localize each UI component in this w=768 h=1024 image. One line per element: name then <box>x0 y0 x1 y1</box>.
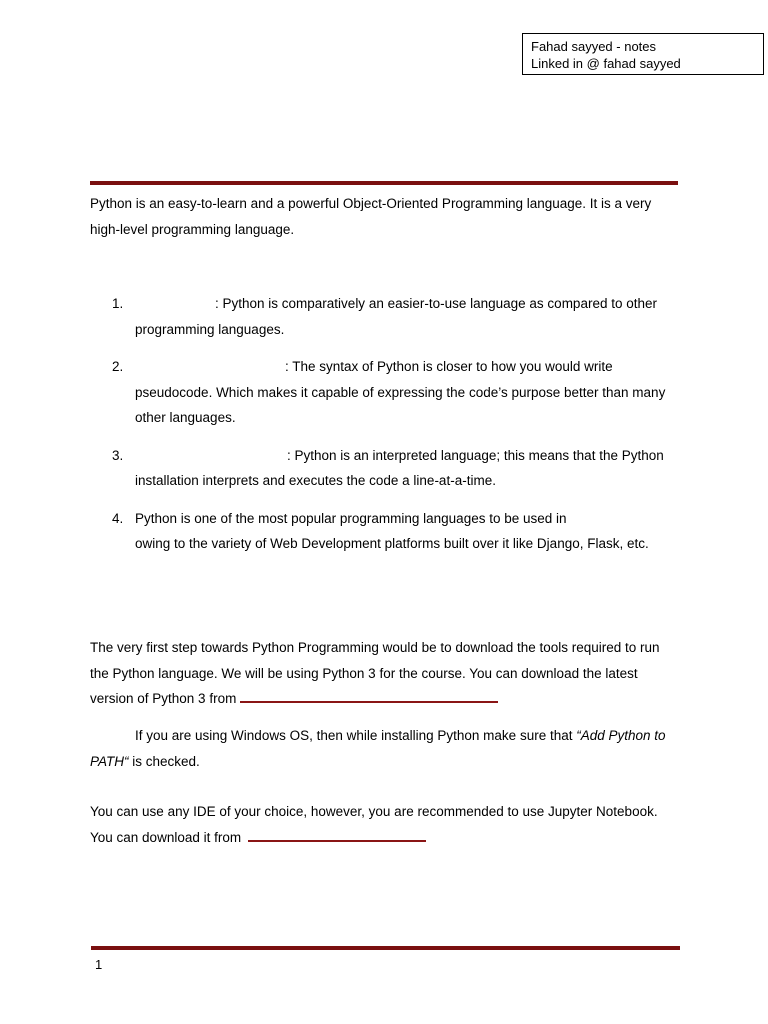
list-text: : The syntax of Python is closer to how you would write pseudocode. Which makes it capable of expressing the code’s purpose better than many other languages. <box>135 359 666 425</box>
list-text: : Python is an interpreted language; this means that the Python installation interprets and executes the code a line-at-a-time. <box>135 447 664 488</box>
setup-paragraph <box>90 635 670 712</box>
list-text: : Python is comparatively an easier-to-use language as compared to other programming languages. <box>135 296 657 337</box>
setup-text: The very first step towards Python Programming would be to download the tools required to run the Python language. We will be using Python 3 for the course. You can download the latest version of Python 3 from <box>90 640 660 706</box>
list-number: 3. <box>112 447 124 463</box>
bottom-divider <box>91 946 680 950</box>
list-item <box>90 443 680 494</box>
ide-paragraph <box>90 799 670 850</box>
features-list <box>90 291 680 569</box>
jupyter-download-link[interactable] <box>248 828 426 842</box>
ide-text: You can use any IDE of your choice, however, you are recommended to use Jupyter Notebook. You can download it from <box>90 804 658 845</box>
windows-text: If you are using Windows OS, then while installing Python make sure that <box>135 728 573 743</box>
list-item <box>90 506 680 557</box>
list-text: Python is one of the most popular programming languages to be used in <box>135 510 567 526</box>
list-number: 4. <box>112 510 124 526</box>
list-number: 1. <box>112 296 124 311</box>
page-number: 1 <box>95 957 103 972</box>
list-item <box>90 354 680 431</box>
windows-note <box>90 723 670 774</box>
author-box <box>522 33 764 75</box>
add-to-path-emphasis: “Add Python to PATH“ <box>90 728 666 769</box>
intro-paragraph: Python is an easy-to-learn and a powerful Object-Oriented Programming language. It is a very high-level programming language. <box>90 196 652 237</box>
author-name: Fahad sayyed - notes <box>531 39 657 54</box>
windows-text-end: is checked. <box>132 753 200 769</box>
list-text: owing to the variety of Web Development platforms built over it like Django, Flask, etc. <box>135 536 649 551</box>
python-download-link[interactable] <box>240 689 498 703</box>
list-number: 2. <box>112 359 124 374</box>
top-divider <box>90 181 678 185</box>
author-linkedin: Linked in @ fahad sayyed <box>531 56 681 71</box>
list-item <box>90 291 680 342</box>
